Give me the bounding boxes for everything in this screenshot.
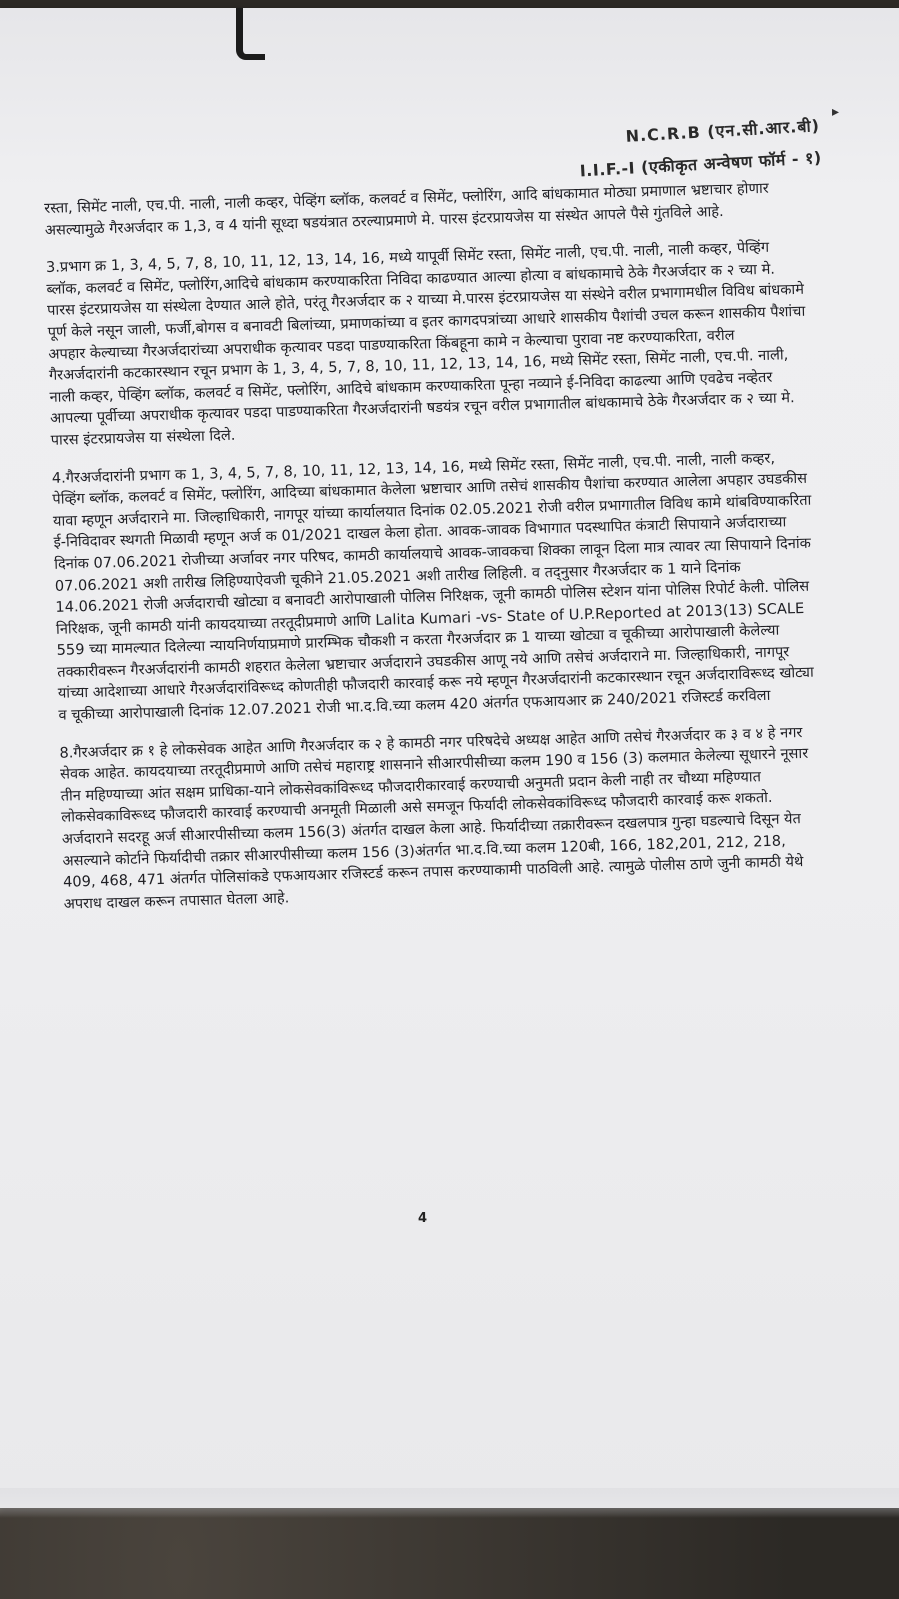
document-body — [44, 177, 824, 931]
form-label: I.I.F.-I (एकीकृत अन्वेषण फॉर्म - १) — [579, 147, 822, 181]
paper-shadow — [0, 1488, 899, 1518]
paragraph-8: 8.गैरअर्जदार क्र १ हे लोकसेवक आहेत आणि गैरअर्जदार क २ हे कामठी नगर परिषदेचे अध्यक्ष आहेत आणि तसेचं गैरअर्जदार क ३ व ४ हे नगर सेवक आहेत. कायदयाच्या तरतूदीप्रमाणे आणि तसेचं महाराष्ट्र शासनाने सीआरपीसीच्या कलम 190 व 156 (3) कलमात केलेल्या सूधारने नूसार तीन महिण्याच्या आंत सक्षम प्राधिका-याने लोकसेवकांविरूध्द फौजदारीकारवाई करण्याची अनुमती प्रदान केली नाही तर चौथ्या महिण्यात लोकसेवकाविरूध्द फौजदारी कारवाई करण्याची अनमूती मिळाली असे समजून फिर्यादी लोकसेवकांविरूध्द फौजदारी कारवाई करू शकतो. अर्जदाराने सदरहू अर्ज सीआरपीसीच्या कलम 156(3) अंतर्गत दाखल केला आहे. फिर्यादीच्या तक्रारीवरून दखलपात्र गुन्हा घडल्याचे दिसून येत असल्याने कोर्टाने फिर्यादीची तक्रार सीआरपीसीच्या कलम 156 (3)अंतर्गत भा.द.वि.च्या कलम 120बी, 166, 182,201, 212, 218, 409, 468, 471 अंतर्गत पोलिसांकडे एफआयआर रजिस्टर्ड करून तपास करण्याकामी पाठविली आहे. त्यामुळे पोलीस ठाणे जुनी कामठी येथे अपराध दाखल करून तपासात घेतला आहे. — [59, 723, 809, 913]
paragraph-continuation: रस्ता, सिमेंट नाली, एच.पी. नाली, नाली कव्हर, पेव्हिंग ब्लॉक, कलवर्ट व सिमेंट, फ्लोरिंग, आदि बांधकामात मोठ्या प्रमाणाल भ्रष्टाचार होणार असल्यामुळे गैरअर्जदार क 1,3, व 4 यांनी सूध्दा षडयंत्रात ठरल्याप्रमाणे मे. पारस इंटरप्रायजेस या संस्थेत आपले पैसे गुंतविले आहे. — [44, 179, 769, 239]
form-header — [577, 114, 822, 181]
ncrb-label: N.C.R.B (एन.सी.आर.बी) — [624, 115, 821, 146]
document-page — [0, 8, 899, 1508]
page-number: 4 — [418, 1211, 428, 1226]
paragraph-4: 4.गैरअर्जदारांनी प्रभाग क 1, 3, 4, 5, 7, 8, 10, 11, 12, 13, 14, 16, मध्ये सिमेंट रस्ता, सिमेंट नाली, एच.पी. नाली, नाली कव्हर, पेव्हिंग ब्लॉक, कलवर्ट व सिमेंट, फ्लोरिंग, आदिच्या बांधकामात केलेला भ्रष्टाचार आणि तसेचं शासकीय पैशांचा करण्यात आलेला अपहार उघडकीस यावा म्हणून अर्जदाराने मा. जिल्हाधिकारी, नागपूर यांच्या कार्यालयात दिनांक 02.05.2021 रोजी वरील प्रभागातील विविध कामे थांबविण्याकरिता ई-निविदावर स्थगती मिळावी म्हणून अर्ज क 01/2021 दाखल केला होता. आवक-जावक विभागात पदस्थापित कंत्राटी सिपायाने अर्जदाराच्या दिनांक 07.06.2021 रोजीच्या अर्जावर नगर परिषद, कामठी कार्यालयाचे आवक-जावकचा शिक्का लावून दिला मात्र त्यावर त्या सिपायाने दिनांक 07.06.2021 अशी तारीख लिहिण्याऐवजी चूकीने 21.05.2021 अशी तारीख लिहिली. व तद्नुसार गैरअर्जदार क 1 याने दिनांक 14.06.2021 रोजी अर्जदाराची खोट्या व बनावटी आरोपाखाली पोलिस निरिक्षक, जूनी कामठी पोलिस स्टेशन यांना पोलिस रिपोर्ट केली. पोलिस निरिक्षक, जूनी कामठी यांनी कायदयाच्या तरतूदीप्रमाणे आणि Lalita Kumari -vs- State of U.P.Reported at 2013(13) SCALE 559 च्या मामल्यात दिलेल्या न्यायनिर्णयाप्रमाणे प्रारम्भिक चौकशी न करता गैरअर्जदार क्र 1 याच्या खोट्या व चूकीच्या आरोपाखाली केलेल्या तक्कारीवरून गैरअर्जदारांनी कामठी शहरात केलेला भ्रष्टाचार अर्जदाराने उघडकीस आणू नये आणि तसेचं अर्जदाराने मा. जिल्हाधिकारी, नागपूर यांच्या आदेशाच्या आधारे गैरअर्जदारांविरूध्द कोणतीही फौजदारी कारवाई करू नये म्हणून गैरअर्जदारांनी कटकारस्थान रचून अर्जदाराविरूध्द खोट्या व चूकीच्या आरोपाखाली दिनांक 12.07.2021 रोजी भा.द.वि.च्या कलम 420 अंतर्गत एफआयआर क्र 240/2021 रजिस्टर्ड करविला — [51, 449, 814, 724]
paragraph-3: 3.प्रभाग क्र 1, 3, 4, 5, 7, 8, 10, 11, 12, 13, 14, 16, मध्ये यापूर्वी सिमेंट रस्ता, सिमेंट नाली, एच.पी. नाली, नाली कव्हर, पेव्हिंग ब्लॉक, कलवर्ट व सिमेंट, फ्लोरिंग,आदिचे बांधकाम करण्याकरिता निविदा काढण्यात आल्या होत्या व बांधकामाचे ठेके गैरअर्जदार क २ च्या मे. पारस इंटरप्रायजेस या संस्थेला देण्यात आले होते, परंतू गैरअर्जदार क २ याच्या मे.पारस इंटरप्रायजेस या संस्थेने वरील प्रभागामधील विविध बांधकामे पूर्ण केले नसून जाली, फर्जी,बोगस व बनावटी बिलांच्या, प्रमाणकांच्या व इतर कागदपत्रांच्या आधारे शासकीय पैशांची उचल करून शासकीय पैशांचा अपहार केल्याच्या गैरअर्जदारांच्या अपराधीक कृत्यावर पडदा पाडण्याकरिता किंबहूना कामे न केल्याचा पुरावा नष्ट करण्याकरिता, वरील गैरअर्जदारांनी कटकारस्थान रचून प्रभाग के 1, 3, 4, 5, 7, 8, 10, 11, 12, 13, 14, 16, मध्ये सिमेंट रस्ता, सिमेंट नाली, एच.पी. नाली, नाली कव्हर, पेव्हिंग ब्लॉक, कलवर्ट व सिमेंट, फ्लोरिंग, आदिचे बांधकाम करण्याकरिता पून्हा नव्याने ई-निविदा काढल्या आणि एवढेच नव्हेतर आपल्या पूर्वीच्या अपराधीक कृत्यावर पडदा पाडण्याकरिता गैरअर्जदारांनी षडयंत्र रचून वरील प्रभागातील बांधकामाचे ठेके गैरअर्जदार क २ च्या मे. पारस इंटरप्रायजेस या संस्थेला दिले. — [45, 238, 806, 449]
page-edge-mark: ▸ — [832, 104, 840, 120]
binder-clip — [236, 8, 265, 60]
